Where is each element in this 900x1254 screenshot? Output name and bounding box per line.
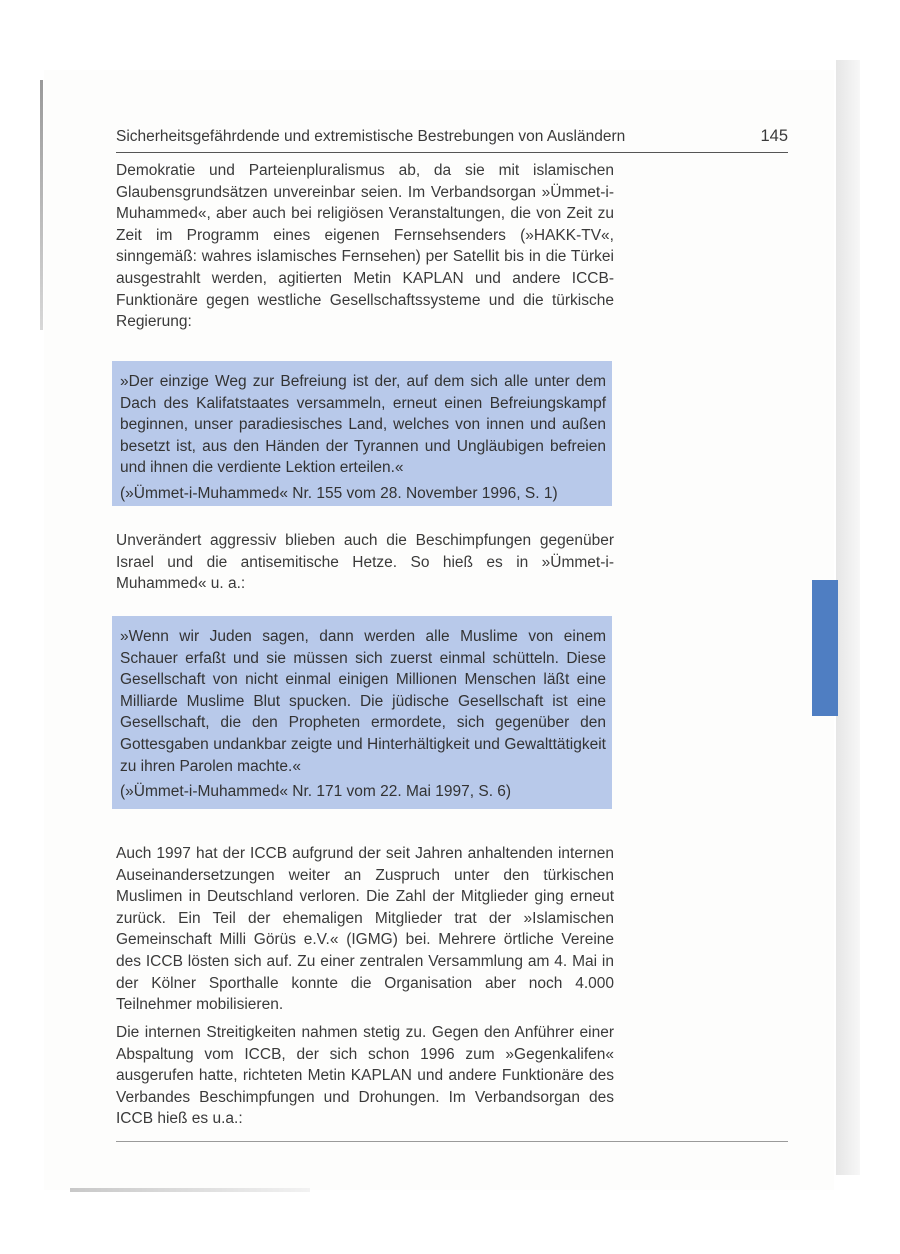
page-edge-shadow (836, 60, 860, 1175)
footer-rule (116, 1141, 788, 1142)
header-title: Sicherheitsgefährdende und extremistische Bestrebungen von Ausländern (116, 128, 626, 145)
quote-box-1 (112, 361, 612, 506)
chapter-thumb-tab (812, 580, 838, 716)
paragraph-2: Unverändert aggressiv blieben auch die Beschimpfungen gegenüber Israel und die antisemitische Hetze. So hieß es in »Ümmet-i-Muhammed« u. a.: (116, 532, 614, 593)
paragraph-4: Die internen Streitigkeiten nahmen stetig zu. Gegen den Anführer einer Abspaltung vom ICCB, der sich schon 1996 zum »Gegenkalifen« ausgerufen hatte, richteten Metin KAPLAN und andere Funktionäre des Verbandes Beschimpfungen und Drohungen. Im Verbandsorgan des ICCB hieß es u.a.: (116, 1024, 614, 1128)
page-number: 145 (760, 127, 788, 145)
quote-box-2 (112, 616, 612, 809)
quote-source: (»Ümmet-i-Muhammed« Nr. 171 vom 22. Mai 1997, S. 6) (120, 783, 512, 801)
running-header (116, 126, 788, 153)
quote-source: (»Ümmet-i-Muhammed« Nr. 155 vom 28. November 1996, S. 1) (120, 484, 558, 502)
scan-edge-shadow (40, 80, 43, 330)
quote-text: »Wenn wir Juden sagen, dann werden alle Muslime von einem Schauer erfaßt und sie müssen sich zuerst einmal schütteln. Diese Gesellschaft von nicht einmal einigen Millionen Menschen läßt eine Milliarde Muslime Blut spucken. Die jüdische Gesellschaft ist eine Gesellschaft, die den Propheten ermordete, sich gegenüber den Gottesgaben undankbar zeigte und Hinterhältigkeit und Gewalttätigkeit zu ihren Parolen machte.« (120, 628, 606, 775)
paragraph-1: Demokratie und Parteienpluralismus ab, da sie mit islamischen Glaubensgrundsätzen unvereinbar seien. Im Verbandsorgan »Ümmet-i-Muhammed«, aber auch bei religiösen Veranstaltungen, die von Zeit zu Zeit im Programm eines eigenen Fernsehsenders (»HAKK-TV«, sinngemäß: wahres islamisches Fernsehen) per Satellit bis in die Türkei ausgestrahlt werden, agitierten Metin KAPLAN und andere ICCB-Funktionäre gegen westliche Gesellschaftssysteme und die türkische Regierung: (116, 162, 614, 331)
paragraph-3: Auch 1997 hat der ICCB aufgrund der seit Jahren anhaltenden internen Auseinandersetzungen weiter an Zuspruch unter den türkischen Muslimen in Deutschland verloren. Die Zahl der Mitglieder ging erneut zurück. Ein Teil der ehemaligen Mitglieder trat der »Islamischen Gemeinschaft Milli Görüs e.V.« (IGMG) bei. Mehrere örtliche Vereine des ICCB lösten sich auf. Zu einer zentralen Versammlung am 4. Mai in der Kölner Sporthalle konnte die Organisation aber noch 4.000 Teilnehmer mobilisieren. (116, 845, 614, 1014)
quote-text: »Der einzige Weg zur Befreiung ist der, auf dem sich alle unter dem Dach des Kalifatstaates versammeln, erneut einen Befreiungskampf beginnen, unser paradiesisches Land, welches von innen und außen besetzt ist, aus den Händen der Tyrannen und Ungläubigen befreien und ihnen die verdiente Lektion erteilen.« (120, 373, 606, 477)
bottom-edge-shadow (70, 1188, 310, 1192)
